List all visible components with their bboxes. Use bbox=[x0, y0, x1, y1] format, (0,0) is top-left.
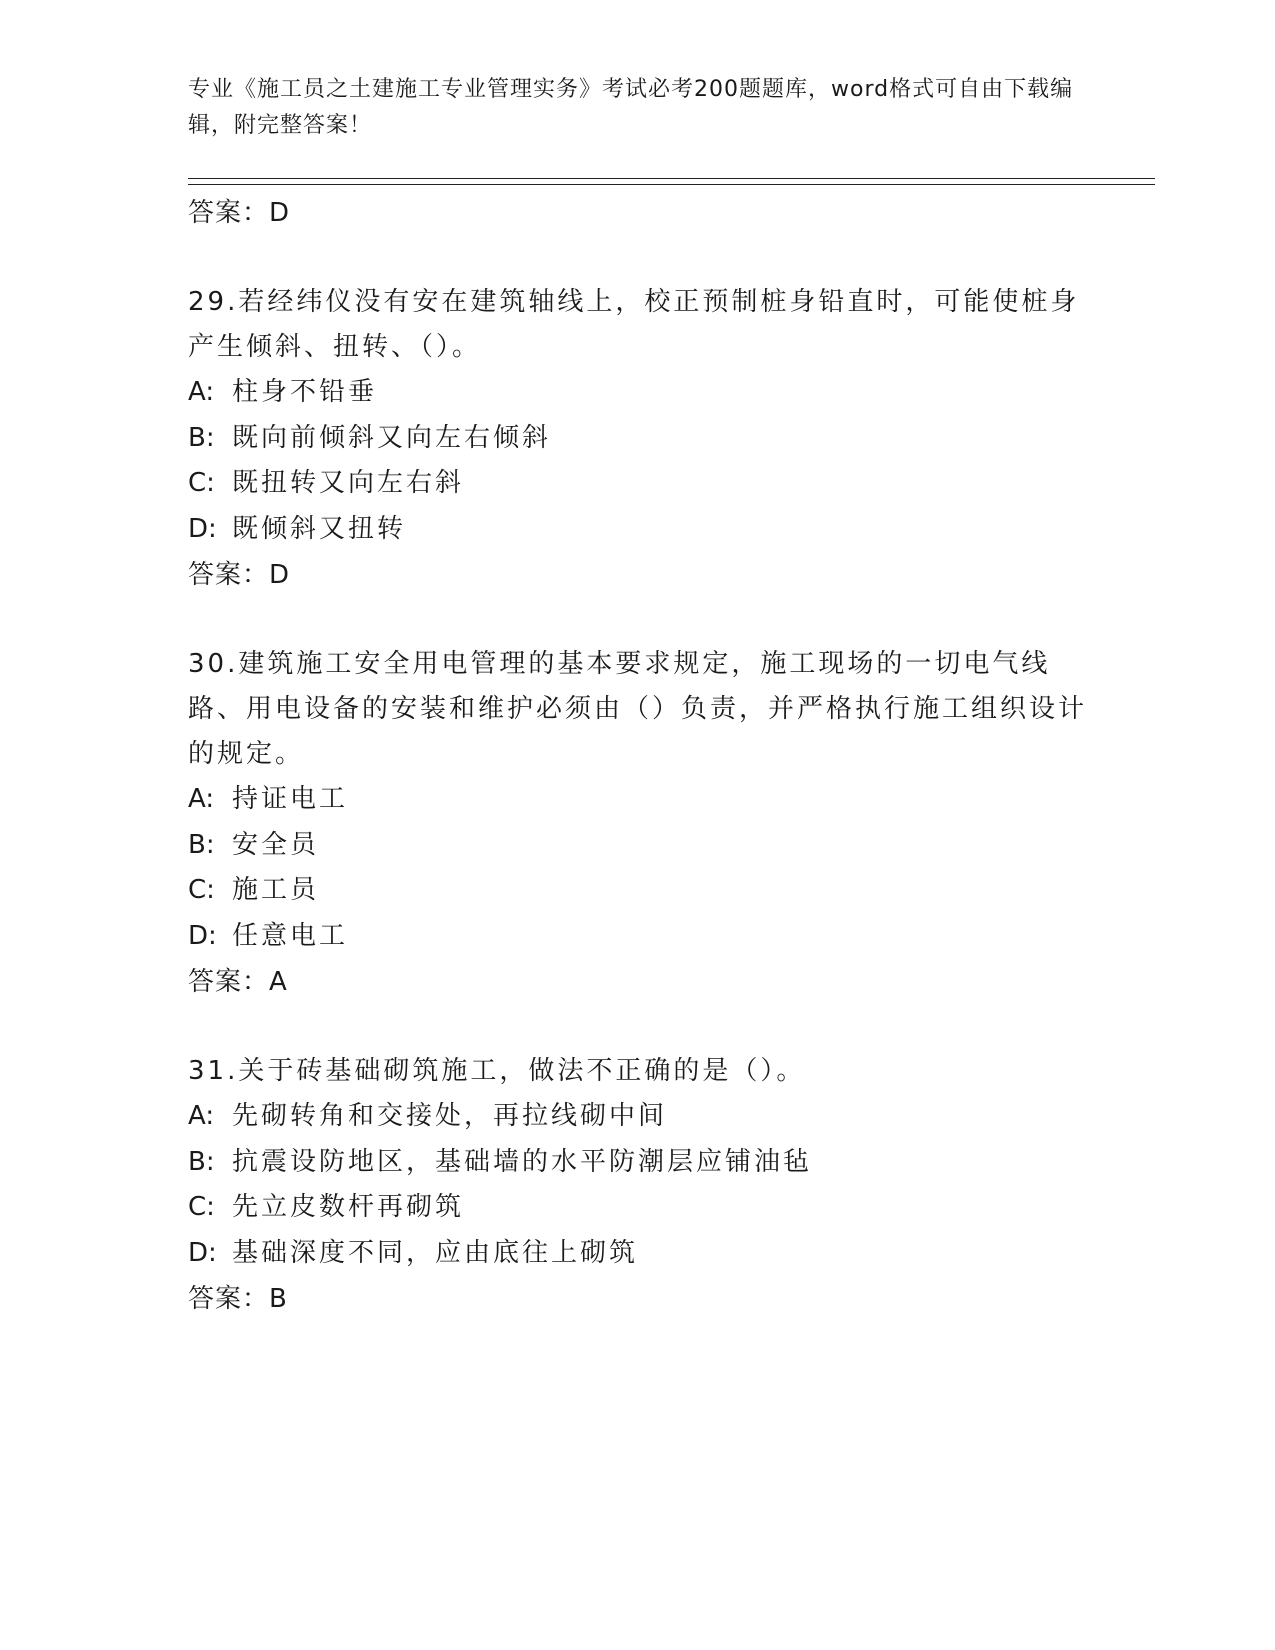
option-text: 任意电工 bbox=[232, 920, 349, 951]
option-letter: C: bbox=[188, 1192, 215, 1222]
option-b bbox=[188, 1140, 1088, 1186]
option-letter: D: bbox=[188, 1237, 217, 1268]
previous-answer: 答案：D bbox=[188, 198, 291, 228]
option-letter: B: bbox=[188, 422, 215, 453]
option-c bbox=[188, 1185, 1088, 1231]
option-letter: B: bbox=[188, 1146, 215, 1177]
option-c bbox=[188, 868, 1088, 914]
option-text: 抗震设防地区，基础墙的水平防潮层应铺油毡 bbox=[232, 1146, 813, 1177]
option-d bbox=[188, 507, 1088, 553]
option-letter: D: bbox=[188, 920, 217, 951]
question-text: 31.关于砖基础砌筑施工，做法不正确的是（）。 bbox=[188, 1056, 806, 1086]
option-text: 先砌转角和交接处，再拉线砌中间 bbox=[232, 1101, 668, 1131]
option-text: 安全员 bbox=[232, 829, 320, 860]
option-c bbox=[188, 461, 1088, 507]
option-letter: C: bbox=[188, 468, 215, 498]
option-a bbox=[188, 370, 1088, 416]
page-header: 专业《施工员之土建施工专业管理实务》考试必考200题题库，word格式可自由下载编辑，附完整答案！ bbox=[188, 77, 1074, 138]
option-text: 基础深度不同，应由底往上砌筑 bbox=[232, 1237, 639, 1268]
option-b bbox=[188, 416, 1088, 462]
option-text: 柱身不铅垂 bbox=[232, 377, 378, 407]
option-letter: C: bbox=[188, 875, 215, 905]
option-text: 先立皮数杆再砌筑 bbox=[232, 1192, 465, 1222]
question-answer: 答案：A bbox=[188, 967, 288, 997]
header-rule-top bbox=[188, 178, 1155, 179]
question-31 bbox=[188, 1049, 1088, 1322]
option-a bbox=[188, 777, 1088, 823]
option-letter: A: bbox=[188, 784, 215, 814]
option-text: 施工员 bbox=[232, 875, 320, 905]
question-list bbox=[188, 190, 1088, 1322]
header-rule-bottom bbox=[188, 184, 1155, 185]
option-letter: A: bbox=[188, 1101, 215, 1131]
question-answer: 答案：B bbox=[188, 1284, 288, 1314]
option-d bbox=[188, 914, 1088, 960]
option-text: 持证电工 bbox=[232, 784, 349, 814]
question-text: 30.建筑施工安全用电管理的基本要求规定，施工现场的一切电气线路、用电设备的安装和维护必须由（）负责，并严格执行施工组织设计的规定。 bbox=[188, 649, 1088, 769]
question-text: 29.若经纬仪没有安在建筑轴线上，校正预制桩身铅直时，可能使桩身产生倾斜、扭转、（）。 bbox=[188, 287, 1080, 362]
question-29 bbox=[188, 280, 1088, 598]
option-text: 既倾斜又扭转 bbox=[232, 513, 407, 544]
option-letter: B: bbox=[188, 829, 215, 860]
option-d bbox=[188, 1231, 1088, 1277]
option-text: 既向前倾斜又向左右倾斜 bbox=[232, 422, 552, 453]
question-answer: 答案：D bbox=[188, 560, 291, 590]
question-30 bbox=[188, 642, 1088, 1005]
option-b bbox=[188, 823, 1088, 869]
option-letter: D: bbox=[188, 513, 217, 544]
option-letter: A: bbox=[188, 377, 215, 407]
option-a bbox=[188, 1094, 1088, 1140]
option-text: 既扭转又向左右斜 bbox=[232, 468, 465, 498]
